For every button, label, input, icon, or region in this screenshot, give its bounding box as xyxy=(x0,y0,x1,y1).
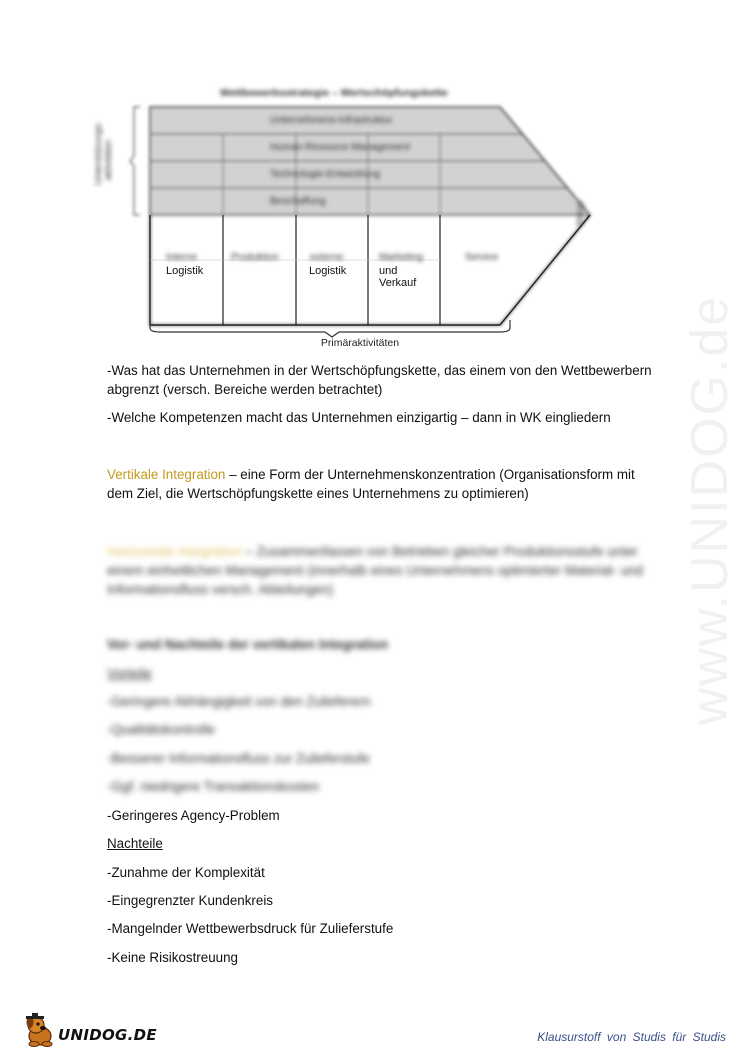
question-competences: -Welche Kompetenzen macht das Unternehmen einzigartig – dann in WK eingliedern xyxy=(107,410,611,425)
margin-label: Marge xyxy=(574,200,585,226)
value-chain-diagram xyxy=(93,80,620,360)
primary-small-0: Interne xyxy=(166,252,198,263)
support-brace xyxy=(130,107,140,215)
pro-item: -Geringere Abhängigkeit von den Zulieferern xyxy=(107,694,371,709)
primary-marketing-sales: und Verkauf xyxy=(379,265,417,289)
con-item: -Zunahme der Komplexität xyxy=(107,865,265,880)
vertical-integration-term: Vertikale Integration xyxy=(107,467,226,482)
vertical-integration-definition: – eine Form der Unternehmenskonzentration (Organisationsform mit dem Ziel, die Wertschöpfungskette eines Unternehmens zu optimieren) xyxy=(107,467,635,501)
support-row-technology: Technologie-Entwicklung xyxy=(270,169,381,180)
pro-item: -Qualitätskontrolle xyxy=(107,722,215,737)
support-activities-block xyxy=(150,107,590,325)
horizontal-integration-paragraph xyxy=(107,542,652,599)
pro-item: -Geringeres Agency-Problem xyxy=(107,808,280,823)
cons-title: Nachteile xyxy=(107,836,163,851)
diagram-title: Wettbewerbsstrategie – Wertschöpfungskette xyxy=(220,87,448,99)
primary-inbound-logistics: Logistik xyxy=(166,265,204,277)
support-row-hr: Human-Resource-Management xyxy=(270,142,411,153)
watermark-text: www.UNIDOG.de xyxy=(681,294,739,726)
primary-outbound-logistics: Logistik xyxy=(309,265,347,277)
dog-mascot-icon xyxy=(22,1012,62,1048)
con-item: -Keine Risikostreuung xyxy=(107,950,238,965)
con-item: -Mangelnder Wettbewerbsdruck für Zulieferstufe xyxy=(107,921,394,936)
horizontal-integration-definition: – Zusammenfassen von Betrieben gleicher Produktionsstufe unter einem einheitlichen Management (innerhalb eines Unternehmens optimierter Material- und Informationsfluss versch. Abteilungen) xyxy=(107,544,643,597)
primary-small-4: Service xyxy=(465,252,499,263)
support-row-infrastructure: Unternehmens-Infrastruktur xyxy=(270,115,393,126)
pro-item: -Besserer Informationsfluss zur Zulieferstufe xyxy=(107,751,370,766)
logo-text: UNIDOG.DE xyxy=(58,1026,157,1044)
primary-activities-label: Primäraktivitäten xyxy=(320,337,400,349)
horizontal-integration-term: Horizontale Integration xyxy=(107,544,242,559)
con-item: -Eingegrenzter Kundenkreis xyxy=(107,893,273,908)
vertical-integration-paragraph xyxy=(107,465,652,503)
support-activities-label: Unterstützungs-aktivitäten xyxy=(93,121,113,185)
question-differentiation: -Was hat das Unternehmen in der Wertschöpfungskette, das einem von den Wettbewerbern abgrenzt (versch. Bereiche werden betrachtet) xyxy=(107,363,652,397)
footer-tagline: Klausurstoff von Studis für Studis xyxy=(537,1030,726,1044)
primary-small-2: externe xyxy=(310,252,344,263)
section-title: Vor- und Nachteile der vertikalen Integration xyxy=(107,637,389,652)
pro-item: -Ggf. niedrigere Transaktionskosten xyxy=(107,779,320,794)
support-row-procurement: Beschaffung xyxy=(270,196,326,207)
primary-small-1: Produktion xyxy=(231,252,279,263)
watermark xyxy=(681,280,739,740)
primary-small-3: Marketing xyxy=(379,252,423,263)
pros-title: Vorteile xyxy=(107,666,152,681)
unidog-logo[interactable] xyxy=(22,1012,162,1048)
